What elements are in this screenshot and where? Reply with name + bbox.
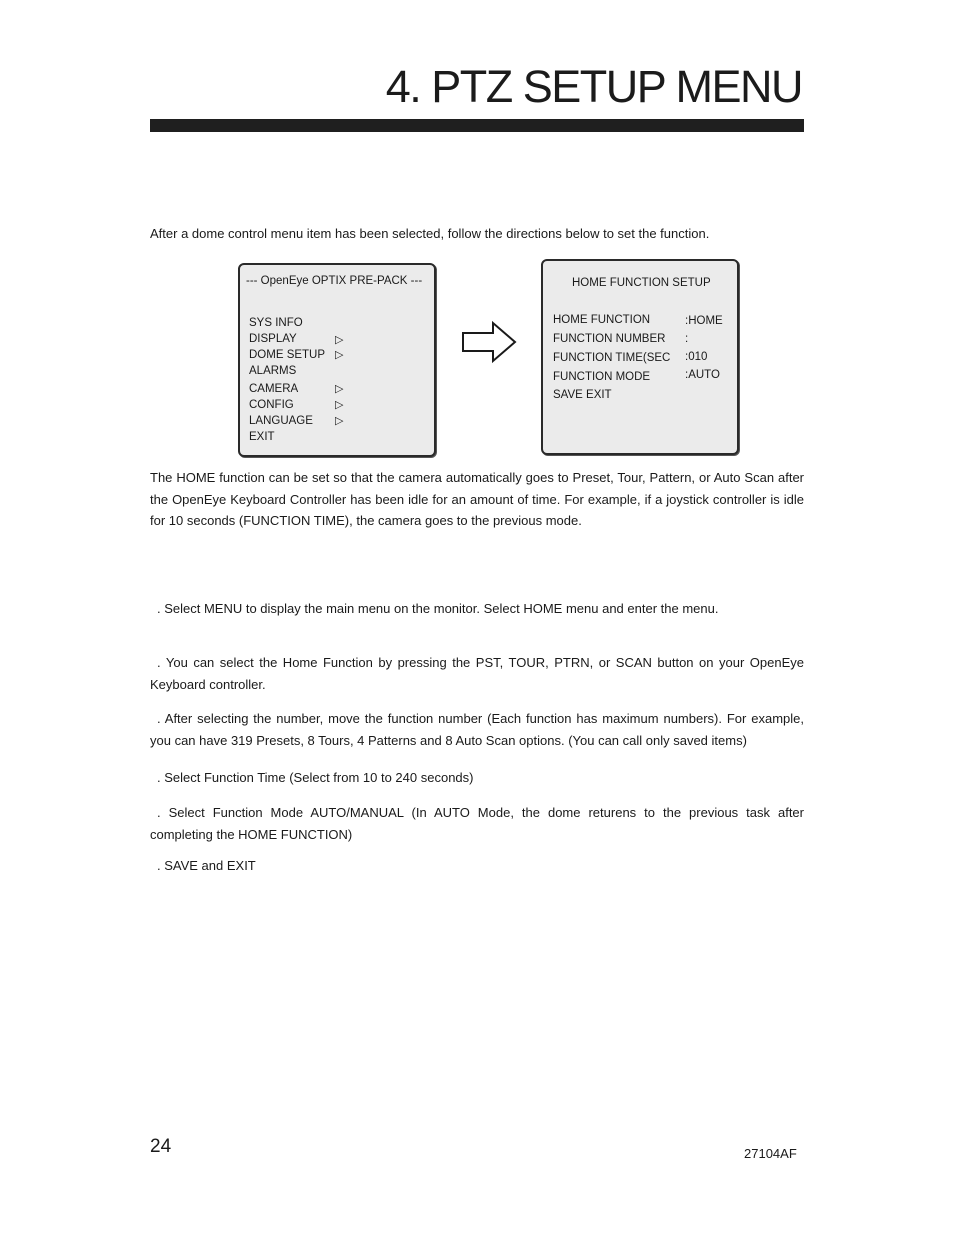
home-item-label: FUNCTION TIME(SEC bbox=[553, 352, 671, 364]
step-3 bbox=[150, 708, 804, 751]
description-text: The HOME function can be set so that the camera automatically goes to Preset, Tour, Pattern, or Auto Scan after the OpenEye Keyboard Controller has been idle for an amount of time. For example, if a joystick controller is idle for 10 seconds (FUNCTION TIME), the camera goes to the previous mode. bbox=[150, 470, 804, 528]
menu-item-sys-info: SYS INFO bbox=[249, 317, 303, 329]
home-menu-title: HOME FUNCTION SETUP bbox=[572, 277, 711, 289]
step-6 bbox=[150, 855, 804, 877]
play-arrow-icon: ▷ bbox=[335, 383, 344, 395]
play-arrow-icon: ▷ bbox=[335, 349, 344, 361]
step-text: . After selecting the number, move the function number (Each function has maximum numbers). For example, you can have 319 Presets, 8 Tours, 4 Patterns and 8 Auto Scan options. (You can call only saved items) bbox=[150, 711, 804, 748]
menu-item-exit: EXIT bbox=[249, 431, 275, 443]
home-item-label: HOME FUNCTION bbox=[553, 314, 651, 326]
home-item-label: FUNCTION NUMBER bbox=[553, 333, 666, 345]
home-item-value: :010 bbox=[685, 351, 708, 363]
step-text: . You can select the Home Function by pressing the PST, TOUR, PTRN, or SCAN button on your OpenEye Keyboard controller. bbox=[150, 655, 804, 692]
menu-item-config: CONFIG bbox=[249, 399, 294, 411]
main-menu-screen bbox=[238, 263, 436, 457]
document-code: 27104AF bbox=[744, 1146, 797, 1161]
step-1 bbox=[150, 598, 804, 620]
step-text: . Select MENU to display the main menu on the monitor. Select HOME menu and enter the menu. bbox=[157, 601, 719, 616]
main-menu-title: --- OpenEye OPTIX PRE-PACK --- bbox=[246, 275, 423, 287]
home-function-screen bbox=[541, 259, 739, 455]
step-text: . SAVE and EXIT bbox=[157, 858, 256, 873]
page-number: 24 bbox=[150, 1136, 172, 1157]
menu-item-alarms: ALARMS bbox=[249, 365, 297, 377]
menu-item-display: DISPLAY bbox=[249, 333, 297, 345]
right-arrow-icon bbox=[460, 320, 520, 364]
play-arrow-icon: ▷ bbox=[335, 415, 344, 427]
menu-item-camera: CAMERA bbox=[249, 383, 299, 395]
menu-item-language: LANGUAGE bbox=[249, 415, 313, 427]
home-item-value: : bbox=[685, 333, 689, 345]
step-2 bbox=[150, 652, 804, 695]
step-5 bbox=[150, 802, 804, 845]
page-title: 4. PTZ SETUP MENU bbox=[385, 61, 802, 112]
home-item-label: SAVE EXIT bbox=[553, 389, 612, 401]
step-4 bbox=[150, 767, 804, 789]
play-arrow-icon: ▷ bbox=[335, 399, 344, 411]
home-item-value: :AUTO bbox=[685, 369, 720, 381]
title-underline-bar bbox=[150, 119, 804, 132]
home-item-label: FUNCTION MODE bbox=[553, 371, 651, 383]
step-text: . Select Function Time (Select from 10 to 240 seconds) bbox=[157, 770, 474, 785]
menu-item-dome-setup: DOME SETUP bbox=[249, 349, 326, 361]
intro-text: After a dome control menu item has been selected, follow the directions below to set the function. bbox=[150, 226, 710, 241]
play-arrow-icon: ▷ bbox=[335, 334, 344, 346]
home-item-value: :HOME bbox=[685, 315, 723, 327]
step-text: . Select Function Mode AUTO/MANUAL (In AUTO Mode, the dome returens to the previous task after completing the HOME FUNCTION) bbox=[150, 805, 804, 842]
